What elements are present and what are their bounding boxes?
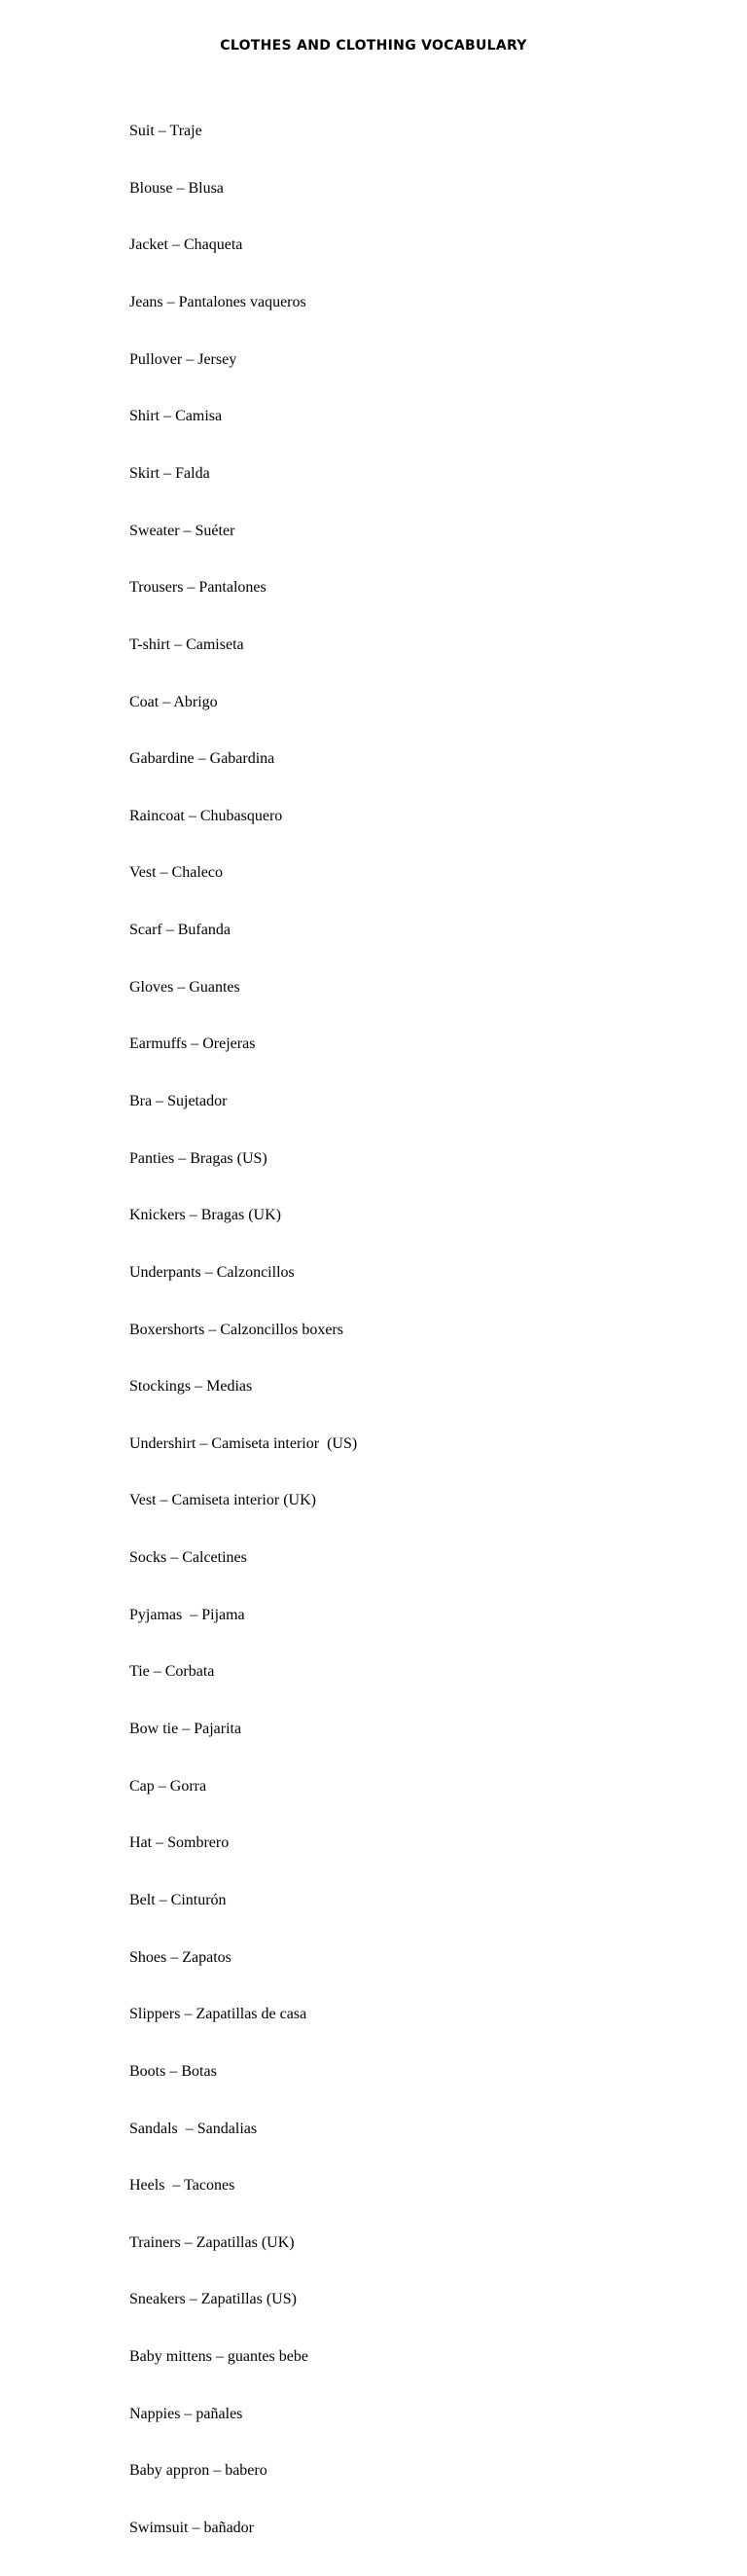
vocabulary-item: Swimsuit – bañador xyxy=(129,2520,254,2536)
vocabulary-item: Baby appron – babero xyxy=(129,2462,267,2480)
vocabulary-item: Heels – Tacones xyxy=(129,2177,235,2195)
vocabulary-item: Slippers – Zapatillas de casa xyxy=(129,2006,307,2023)
vocabulary-item: Trainers – Zapatillas (UK) xyxy=(129,2233,295,2251)
vocabulary-item: Belt – Cinturón xyxy=(129,1891,227,1908)
vocabulary-item: Baby mittens – guantes bebe xyxy=(129,2348,308,2366)
vocabulary-item: Bow tie – Pajarita xyxy=(129,1721,242,1738)
vocabulary-item: Socks – Calcetines xyxy=(129,1549,247,1567)
vocabulary-item: Boxershorts – Calzoncillos boxers xyxy=(129,1321,343,1338)
vocabulary-item: Vest – Camiseta interior (UK) xyxy=(129,1492,316,1509)
vocabulary-item: Raincoat – Chubasquero xyxy=(129,807,283,824)
vocabulary-item: Shoes – Zapatos xyxy=(129,1948,231,1966)
vocabulary-list xyxy=(129,84,357,2576)
vocabulary-item: Bra – Sujetador xyxy=(129,1092,228,1109)
vocabulary-item: Stockings – Medias xyxy=(129,1378,253,1396)
vocabulary-item: Scarf – Bufanda xyxy=(129,922,231,939)
vocabulary-item: T-shirt – Camiseta xyxy=(129,635,244,653)
vocabulary-item: Pyjamas – Pijama xyxy=(129,1606,245,1623)
document-title: CLOTHES AND CLOTHING VOCABULARY xyxy=(220,38,527,54)
vocabulary-item: Suit – Traje xyxy=(129,123,202,140)
vocabulary-item: Cap – Gorra xyxy=(129,1777,207,1795)
vocabulary-item: Undershirt – Camiseta interior (US) xyxy=(129,1434,358,1452)
vocabulary-item: Blouse – Blusa xyxy=(129,179,224,197)
vocabulary-item: Jeans – Pantalones vaqueros xyxy=(129,294,306,311)
vocabulary-item: Vest – Chaleco xyxy=(129,864,223,882)
vocabulary-item: Knickers – Bragas (UK) xyxy=(129,1207,281,1224)
vocabulary-item: Gabardine – Gabardina xyxy=(129,750,275,768)
vocabulary-item: Underpants – Calzoncillos xyxy=(129,1263,295,1281)
vocabulary-item: Pullover – Jersey xyxy=(129,350,237,368)
vocabulary-item: Gloves – Guantes xyxy=(129,978,240,996)
vocabulary-item: Jacket – Chaqueta xyxy=(129,236,243,254)
vocabulary-item: Sandals – Sandalias xyxy=(129,2120,258,2137)
vocabulary-item: Boots – Botas xyxy=(129,2062,217,2080)
vocabulary-item: Earmuffs – Orejeras xyxy=(129,1035,256,1053)
vocabulary-item: Shirt – Camisa xyxy=(129,408,223,425)
vocabulary-item: Skirt – Falda xyxy=(129,464,210,482)
vocabulary-item: Panties – Bragas (US) xyxy=(129,1149,267,1167)
vocabulary-item: Sneakers – Zapatillas (US) xyxy=(129,2291,297,2308)
vocabulary-item: Hat – Sombrero xyxy=(129,1834,230,1852)
vocabulary-item: Sweater – Suéter xyxy=(129,522,235,539)
vocabulary-item: Trousers – Pantalones xyxy=(129,579,267,597)
vocabulary-item: Nappies – pañales xyxy=(129,2405,243,2422)
vocabulary-item: Tie – Corbata xyxy=(129,1663,215,1681)
vocabulary-item: Coat – Abrigo xyxy=(129,693,218,710)
